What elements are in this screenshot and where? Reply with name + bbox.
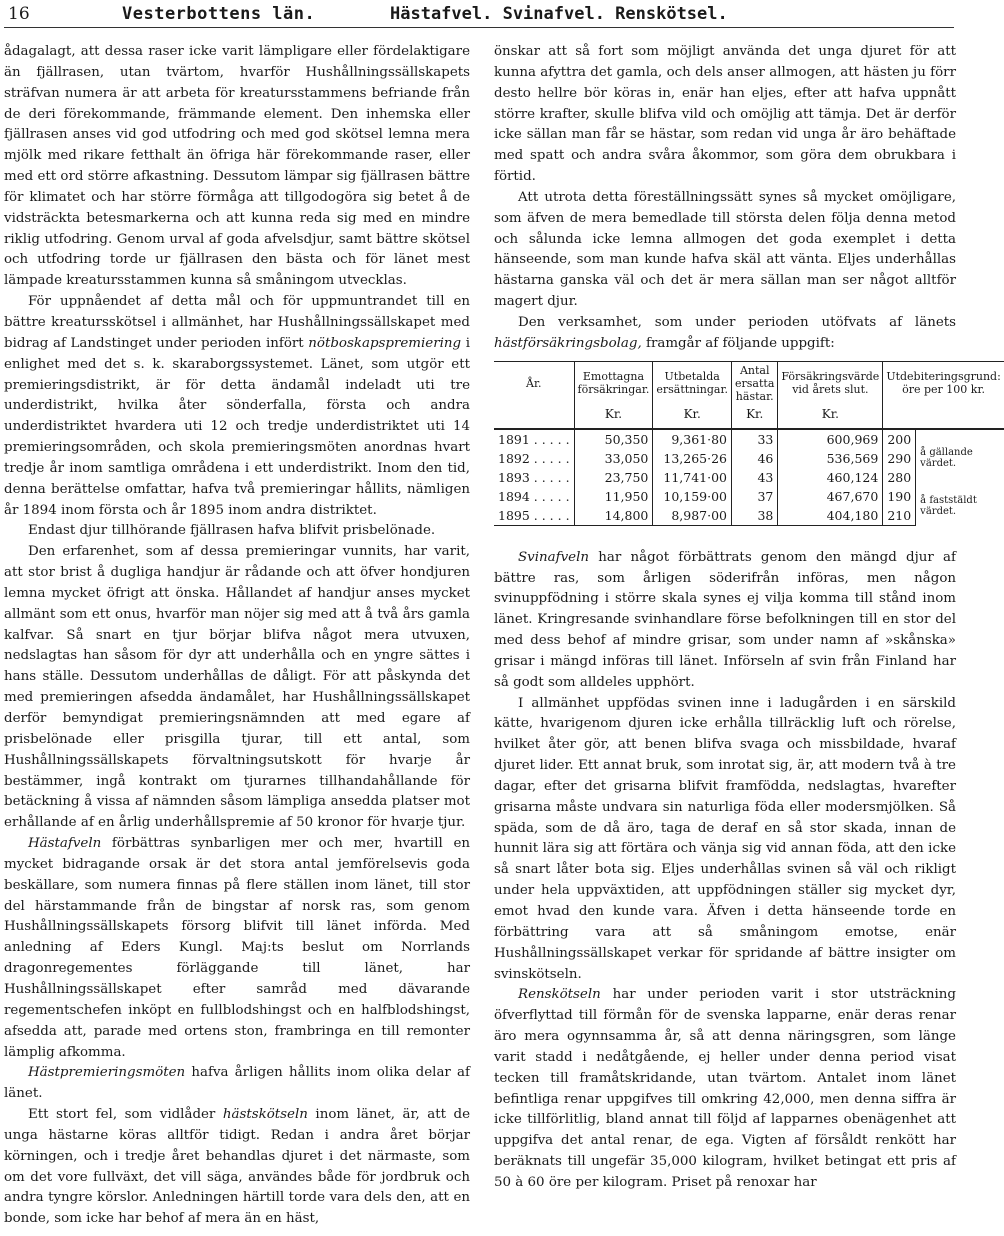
- emphasis: nötboskapspremiering: [308, 335, 462, 351]
- text: Endast djur tillhörande fjällrasen hafva blifvit prisbelönade.: [28, 523, 436, 539]
- cell-note: å gällande värdet.: [916, 429, 1004, 487]
- cell-rate: 200: [883, 429, 916, 449]
- paragraph: [4, 834, 470, 1063]
- cell-received: 23,750: [574, 468, 653, 487]
- cell-year: 1895 . . . . .: [494, 506, 574, 526]
- cell-paid: 11,741·00: [653, 468, 732, 487]
- text: Den verksamhet, som under perioden utöfvats af länets: [518, 314, 956, 330]
- cell-rate: 190: [883, 487, 916, 506]
- paragraph: [494, 548, 956, 694]
- cell-received: 50,350: [574, 429, 653, 449]
- col-header-rate: Utdebiteringsgrund: öre per 100 kr.: [883, 361, 1004, 405]
- cell-year: 1893 . . . . .: [498, 469, 570, 485]
- table-row: [494, 429, 1004, 449]
- emphasis: hästskötseln: [222, 1107, 308, 1123]
- paragraph: [4, 521, 470, 542]
- text: inom länet, är, att de unga hästarne köras alltför tidigt. Redan i andra året börjar körningen, och i tredje året behandlas djuret i det närmaste, som om det vore fullväxt, det vill säga, användes både för jordbruk och andra tyngre körslor. Anledningen härtill torde vara dels den, att en bonde, som icke har behof af mera än en häst,: [4, 1107, 471, 1227]
- cell-value: 404,180: [778, 506, 883, 526]
- text: framgår af följande uppgift:: [646, 335, 835, 351]
- col-header-paid: Utbetalda ersättningar.: [653, 361, 732, 405]
- right-column: [494, 42, 1001, 1194]
- text: hafva årligen hållits inom olika delar af länet.: [4, 1065, 470, 1102]
- text: har under perioden varit i stor utsträckning öfverflyttad till förmån för de svenska lapparne, enär deras renar äro mera ogynnsamma år, så att denna näringsgren, som länge varit stadd i nedåtgående, ej heller under denna period visat tecken till framåtskridande, utan tvärtom. Antalet inom länet befintliga renar uppgifves till omkring 42,000, men denna siffra är icke tillförlitlig, bland annat till följd af lapparnes obenägenhet att uppgifva det antal renar, de ega. Vigten af försåldt renkött har beräknats till ungefär 35,000 kilogram, hvilket betingat ett pris af 50 à 60 öre per kilogram. Priset på renoxar har: [494, 987, 956, 1190]
- emphasis: Hästpremieringsmöten: [28, 1065, 186, 1081]
- text: i enlighet med det s. k. skaraborgssystemet. Länet, som utgör ett premieringsdistrikt, är för detta ändamål indeladt uti tre underdistrikt, hvilka åter sönderfalla, första och andra underdistriktet hvardera uti 12 och tredje underdistriktet uti 14 premieringsområden, och skola premieringsmöten anordnas hvart tredje år inom samtliga områdena i ett underdistrikt. Inom den tid, denna berättelse omfattar, hafva två premieringar hållits, nämligen år 1894 inom första och år 1895 inom andra distriktet.: [4, 335, 470, 518]
- text: För uppnåendet af detta mål och för uppmuntrandet till en bättre kreatursskötsel i allmänhet, har Hushållningssällskapet med bidrag af Landstinget under perioden infört: [4, 294, 470, 351]
- cell-horses: 46: [732, 449, 778, 468]
- text: ådagalagt, att dessa raser icke varit lämpligare eller fördelaktigare än fjällrasen, utan tvärtom, hvarför Hushållningssällskapets sträfvan numera är att arbeta för kreatursstammens befriande från de deri förekommande, främmande element. Den inhemska eller fjällrasen anses vid god utfodring och med god skötsel lemna mera mjölk med rikare fetthalt än öfriga här förekommande raser, eller med ett ord större afkastning. Dessutom lämpar sig fjällrasen bättre för klimatet och har större förmåga att tillgodogöra sig betet å de vidsträckta betesmarkerna och att kunna reda sig med en mindre riklig utfodring. Genom urval af goda afvelsdjur, samt bättre skötsel och utfodring torde ur fjällrasen den bästa och för länet mest lämpade kreatursstammen kunna så småningom utvecklas.: [4, 44, 470, 289]
- col-header-year: År.: [494, 361, 574, 405]
- col-header-horses: Antal ersatta hästar.: [732, 361, 778, 405]
- paragraph: [494, 188, 956, 313]
- paragraph: [494, 42, 956, 188]
- emphasis: hästförsäkringsbolag,: [494, 335, 642, 351]
- cell-value: 600,969: [778, 429, 883, 449]
- cell-value: 536,569: [778, 449, 883, 468]
- unit-cell: Kr.: [574, 405, 653, 429]
- insurance-table: [494, 361, 1004, 526]
- paragraph: [4, 42, 470, 292]
- table-row: [494, 487, 1004, 506]
- left-column: [4, 42, 470, 1230]
- unit-cell: Kr.: [778, 405, 883, 429]
- table-header-row: [494, 361, 1004, 405]
- cell-year: 1891 . . . . .: [498, 431, 570, 447]
- text: Att utrota detta föreställningssätt synes så mycket omöjligare, som äfven de mera bemedlade till största delen följa denna metod och sålunda icke lemna allmogen det goda exemplet i detta hänseende, som man kunde hafva skäl att vänta. Eljes underhållas hästarna ganska väl och det är mera sällan man ser något alltför magert djur.: [494, 189, 956, 310]
- text: Ett stort fel, som vidlåder: [28, 1107, 216, 1123]
- running-title: Vesterbottens län.: [122, 4, 316, 24]
- unit-cell: [494, 405, 574, 429]
- paragraph: [4, 292, 470, 521]
- cell-received: 11,950: [574, 487, 653, 506]
- cell-received: 14,800: [574, 506, 653, 526]
- cell-horses: 37: [732, 487, 778, 506]
- emphasis: Renskötseln: [518, 987, 601, 1003]
- cell-horses: 38: [732, 506, 778, 526]
- cell-value: 460,124: [778, 468, 883, 487]
- unit-cell: Kr.: [653, 405, 732, 429]
- text: förbättras synbarligen mer och mer, hvartill en mycket bidragande orsak är det stora antal jemförelsevis goda beskällare, som numera finnas på flere ställen inom länet, till stor del härstammande från de bingstar af norsk ras, som genom Hushållningssällskapets försorg blifvit till länet införda. Med anledning af Eders Kungl. Maj:ts beslut om Norrlands dragonregementes förläggande till länet, har Hushållningssällskapet efter samråd med dävarande regementschefen inköpt en fullblodshingst och en halfblodshingst, afsedda att, parade med ortens ston, frambringa en till remonter lämplig afkomma.: [4, 836, 470, 1060]
- page-number: 16: [8, 4, 30, 24]
- cell-rate: 280: [883, 468, 916, 487]
- cell-value: 467,670: [778, 487, 883, 506]
- cell-rate: 290: [883, 449, 916, 468]
- cell-horses: 33: [732, 429, 778, 449]
- text: har något förbättrats genom den mängd djur af bättre ras, som årligen söderifrån införas, men någon svinuppfödning i större skala synes ej vilja komma till stånd inom länet. Kringresande svinhandlare förse befolkningen till en stor del med dess behof af mindre grisar, som under namn af »skånska» grisar i mängd införas till länet. Införseln af svin från Finland har så godt som alldeles upphört.: [494, 549, 956, 690]
- paragraph: [4, 542, 470, 834]
- cell-paid: 13,265·26: [653, 449, 732, 468]
- page-header: [4, 4, 954, 26]
- cell-rate: 210: [883, 506, 916, 526]
- cell-paid: 10,159·00: [653, 487, 732, 506]
- cell-horses: 43: [732, 468, 778, 487]
- header-rule: [4, 27, 954, 28]
- text: Den erfarenhet, som af dessa premieringar vunnits, har varit, att stor brist å dugliga handjur är rådande och att öfver hondjuren lemna mycket öfrigt att önska. Hållandet af handjur anses mycket allmänt som ett onus, hvarför man nöjer sig med att å två års gamla kalfvar. Så snart en tjur börjar blifva något mera utvuxen, nedslagtas han såsom för dyr att underhålla och en yngre sättes i hans ställe. Dessutom underhållas de dåligt. För att påskynda det med premieringen afsedda ändamålet, har Hushållningssällskapet derför bemyndigat premieringsnämnden att med egare af prisbelönade eller prisgilla tjurar, till ett antal, som Hushållningssällskapets förvaltningsutskott för hvarje år bestämmer, ingå kontrakt om tjurarnes tillhandahållande för betäckning å vissa af nämnden såsom lämpliga ansedda platser mot erhållande af en årlig underhållspremie af 50 kronor för hvarje tjur.: [4, 544, 470, 831]
- cell-year: 1892 . . . . .: [498, 450, 570, 466]
- paragraph: [494, 985, 956, 1193]
- unit-cell: [883, 405, 1004, 429]
- cell-paid: 9,361·80: [653, 429, 732, 449]
- emphasis: Hästafveln: [28, 836, 102, 852]
- text: önskar att så fort som möjligt använda det unga djuret för att kunna afyttra det gamla, och dels anser allmogen, att hästen ju förr desto hellre bör köras in, enär han eljes, efter att hafva uppnått större krafter, skulle blifva vild och omöjlig att tämja. Det är derför icke sällan man får se hästar, som redan vid unga år äro behäftade med spatt och andra svåra åkommor, som göra dem obrukbara i förtid.: [494, 44, 956, 185]
- unit-cell: Kr.: [732, 405, 778, 429]
- cell-note: å faststäldt värdet.: [916, 487, 1004, 526]
- running-sections: Hästafvel. Svinafvel. Renskötsel.: [390, 4, 728, 24]
- cell-paid: 8,987·00: [653, 506, 732, 526]
- paragraph: [4, 1063, 470, 1105]
- text: I allmänhet uppfödas svinen inne i ladugården i en särskild kätte, hvarigenom djuren icke erhålla tillräcklig luft och rörelse, hvilket åter gör, att benen blifva svaga och missbildade, hvaraf djuret lider. Ett annat bruk, som inrotat sig, är, att modern två à tre dagar, efter det grisarna blifvit framfödda, nedslagtas, hvarefter grisarna måste undvara sin naturliga föda eller modersmjölken. Så späda, som de då äro, taga de deraf en så stor skada, innan de hunnit lära sig att förtära och vänja sig vid annan föda, att den icke så snart låter bota sig. Eljes underhållas svinen så väl och rikligt under hela uppväxtiden, att uppfödningen ställer sig mycket dyr, emot hvad den kunde vara. Äfven i detta hänseende torde en förbättring vara att så småningom emotse, enär Hushållningssällskapet verkar för spridande af bättre insigter om svinskötseln.: [494, 695, 956, 982]
- paragraph: [494, 694, 956, 986]
- cell-received: 33,050: [574, 449, 653, 468]
- col-header-received: Emottagna försäkringar.: [574, 361, 653, 405]
- paragraph: [494, 313, 956, 355]
- emphasis: Svinafveln: [518, 549, 589, 565]
- paragraph: [4, 1105, 470, 1230]
- table-unit-row: [494, 405, 1004, 429]
- cell-year: 1894 . . . . .: [498, 488, 570, 504]
- col-header-value: Försäkringsvärde vid årets slut.: [778, 361, 883, 405]
